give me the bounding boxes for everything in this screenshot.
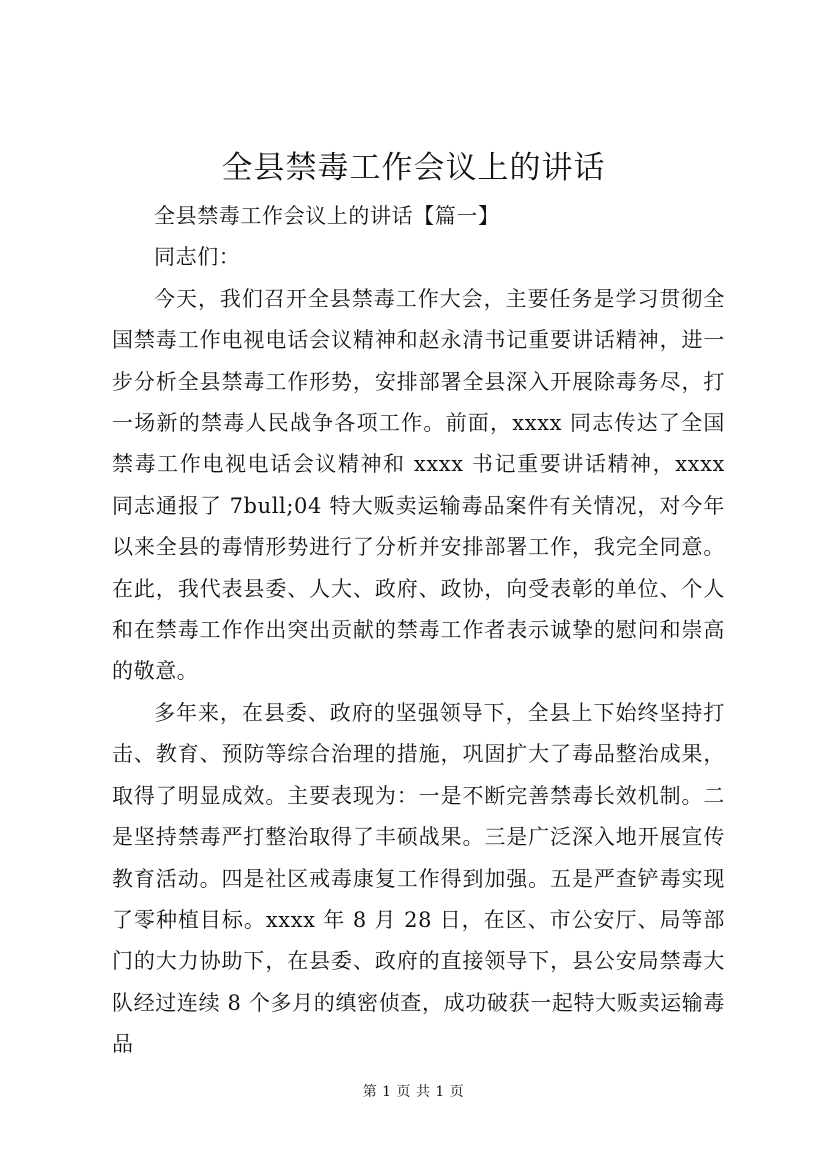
document-body	[112, 196, 725, 1066]
section-heading: 全县禁毒工作会议上的讲话【篇一】	[154, 204, 500, 228]
paragraph-1: 今天，我们召开全县禁毒工作大会，主要任务是学习贯彻全国禁毒工作电视电话会议精神和赵永清书记重要讲话精神，进一步分析全县禁毒工作形势，安排部署全县深入开展除毒务尽，打一场新的禁毒人民战争各项工作。前面，xxxx 同志传达了全国禁毒工作电视电话会议精神和 xxxx 书记重要讲话精神，xxxx 同志通报了 7bull;04 特大贩卖运输毒品案件有关情况，对今年以来全县的毒情形势进行了分析并安排部署工作，我完全同意。在此，我代表县委、人大、政府、政协，向受表彰的单位、个人和在禁毒工作作出突出贡献的禁毒工作者表示诚挚的慰问和崇高的敬意。	[112, 286, 725, 684]
document-title: 全县禁毒工作会议上的讲话	[221, 150, 606, 186]
salutation: 同志们：	[154, 245, 241, 270]
page-footer: 第 1 页 共 1 页	[362, 1084, 465, 1100]
paragraph-2: 多年来，在县委、政府的坚强领导下，全县上下始终坚持打击、教育、预防等综合治理的措施，巩固扩大了毒品整治成果，取得了明显成效。主要表现为：一是不断完善禁毒长效机制。二是坚持禁毒严打整治取得了丰硕战果。三是广泛深入地开展宣传教育活动。四是社区戒毒康复工作得到加强。五是严查铲毒实现了零种植目标。xxxx 年 8 月 28 日，在区、市公安厅、局等部门的大力协助下，在县委、政府的直接领导下，县公安局禁毒大队经过连续 8 个多月的缜密侦查，成功破获一起特大贩卖运输毒品	[112, 700, 725, 1057]
